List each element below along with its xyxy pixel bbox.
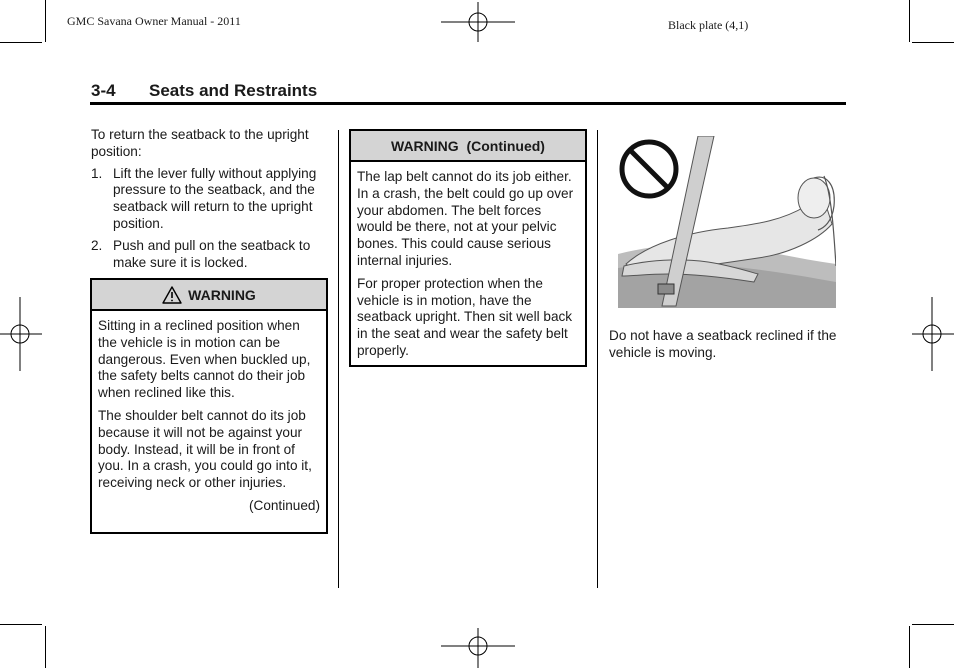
crop-mark (45, 626, 46, 668)
column-separator (597, 130, 598, 588)
column-separator (338, 130, 339, 588)
column-1 (91, 127, 331, 276)
section-number: 3-4 (91, 81, 116, 100)
list-text: Push and pull on the seatback to make sure it is locked. (113, 237, 311, 270)
warning-paragraph: The shoulder belt cannot do its job because it will not be against your body. Instead, it will be in front of you. In a crash, you could go into it, receiving neck or other injuries. (98, 407, 312, 491)
warning-paragraph: Sitting in a reclined position when the vehicle is in motion can be dangerous. Even when buckled up, the safety belts cannot do their job when reclined like this. (98, 318, 311, 401)
list-item (91, 166, 331, 233)
reclined-seat-illustration (618, 136, 836, 308)
warning-box (90, 278, 328, 534)
warning-paragraph: The lap belt cannot do its job either. In a crash, the belt could go up over your abdomen. The belt forces would be there, not at your pelvic bones. This could cause serious internal injuries. (357, 169, 574, 268)
crop-mark (912, 42, 954, 43)
section-name: Seats and Restraints (149, 81, 318, 100)
warning-header (351, 131, 585, 162)
registration-mark-top (441, 2, 515, 42)
crop-mark (909, 626, 910, 668)
list-item (91, 238, 331, 272)
continued-label: (Continued) (248, 497, 320, 513)
registration-mark-bottom (441, 628, 515, 668)
list-text: Lift the lever fully without applying pressure to the seatback, and the seatback will return to the upright position. (113, 165, 317, 231)
figure-caption: Do not have a seatback reclined if the vehicle is moving. (609, 328, 837, 360)
crop-mark (0, 624, 42, 625)
warning-body (92, 311, 326, 515)
list-number: 1. (91, 165, 103, 181)
prohibition-icon (622, 142, 676, 196)
crop-mark (0, 42, 42, 43)
registration-mark-right (912, 297, 954, 371)
list-number: 2. (91, 237, 103, 253)
registration-mark-left (0, 297, 42, 371)
column-3 (609, 328, 845, 362)
warning-paragraph: For proper protection when the vehicle is in motion, have the seatback upright. Then sit well back in the seat and wear the safety belt properly. (357, 275, 573, 358)
warning-body (351, 162, 585, 360)
crop-mark (912, 624, 954, 625)
section-title (91, 81, 317, 101)
crop-mark (909, 0, 910, 42)
warning-triangle-icon (162, 286, 182, 304)
intro-text: To return the seatback to the upright position: (91, 127, 309, 159)
warning-header (92, 280, 326, 311)
warning-box-continued (349, 129, 587, 367)
warning-title: WARNING (188, 286, 256, 303)
crop-mark (45, 0, 46, 42)
warning-title: WARNING (Continued) (391, 137, 545, 154)
title-rule (90, 102, 846, 105)
header-plate: Black plate (4,1) (668, 18, 749, 32)
header-manual-title: GMC Savana Owner Manual - 2011 (67, 14, 241, 28)
